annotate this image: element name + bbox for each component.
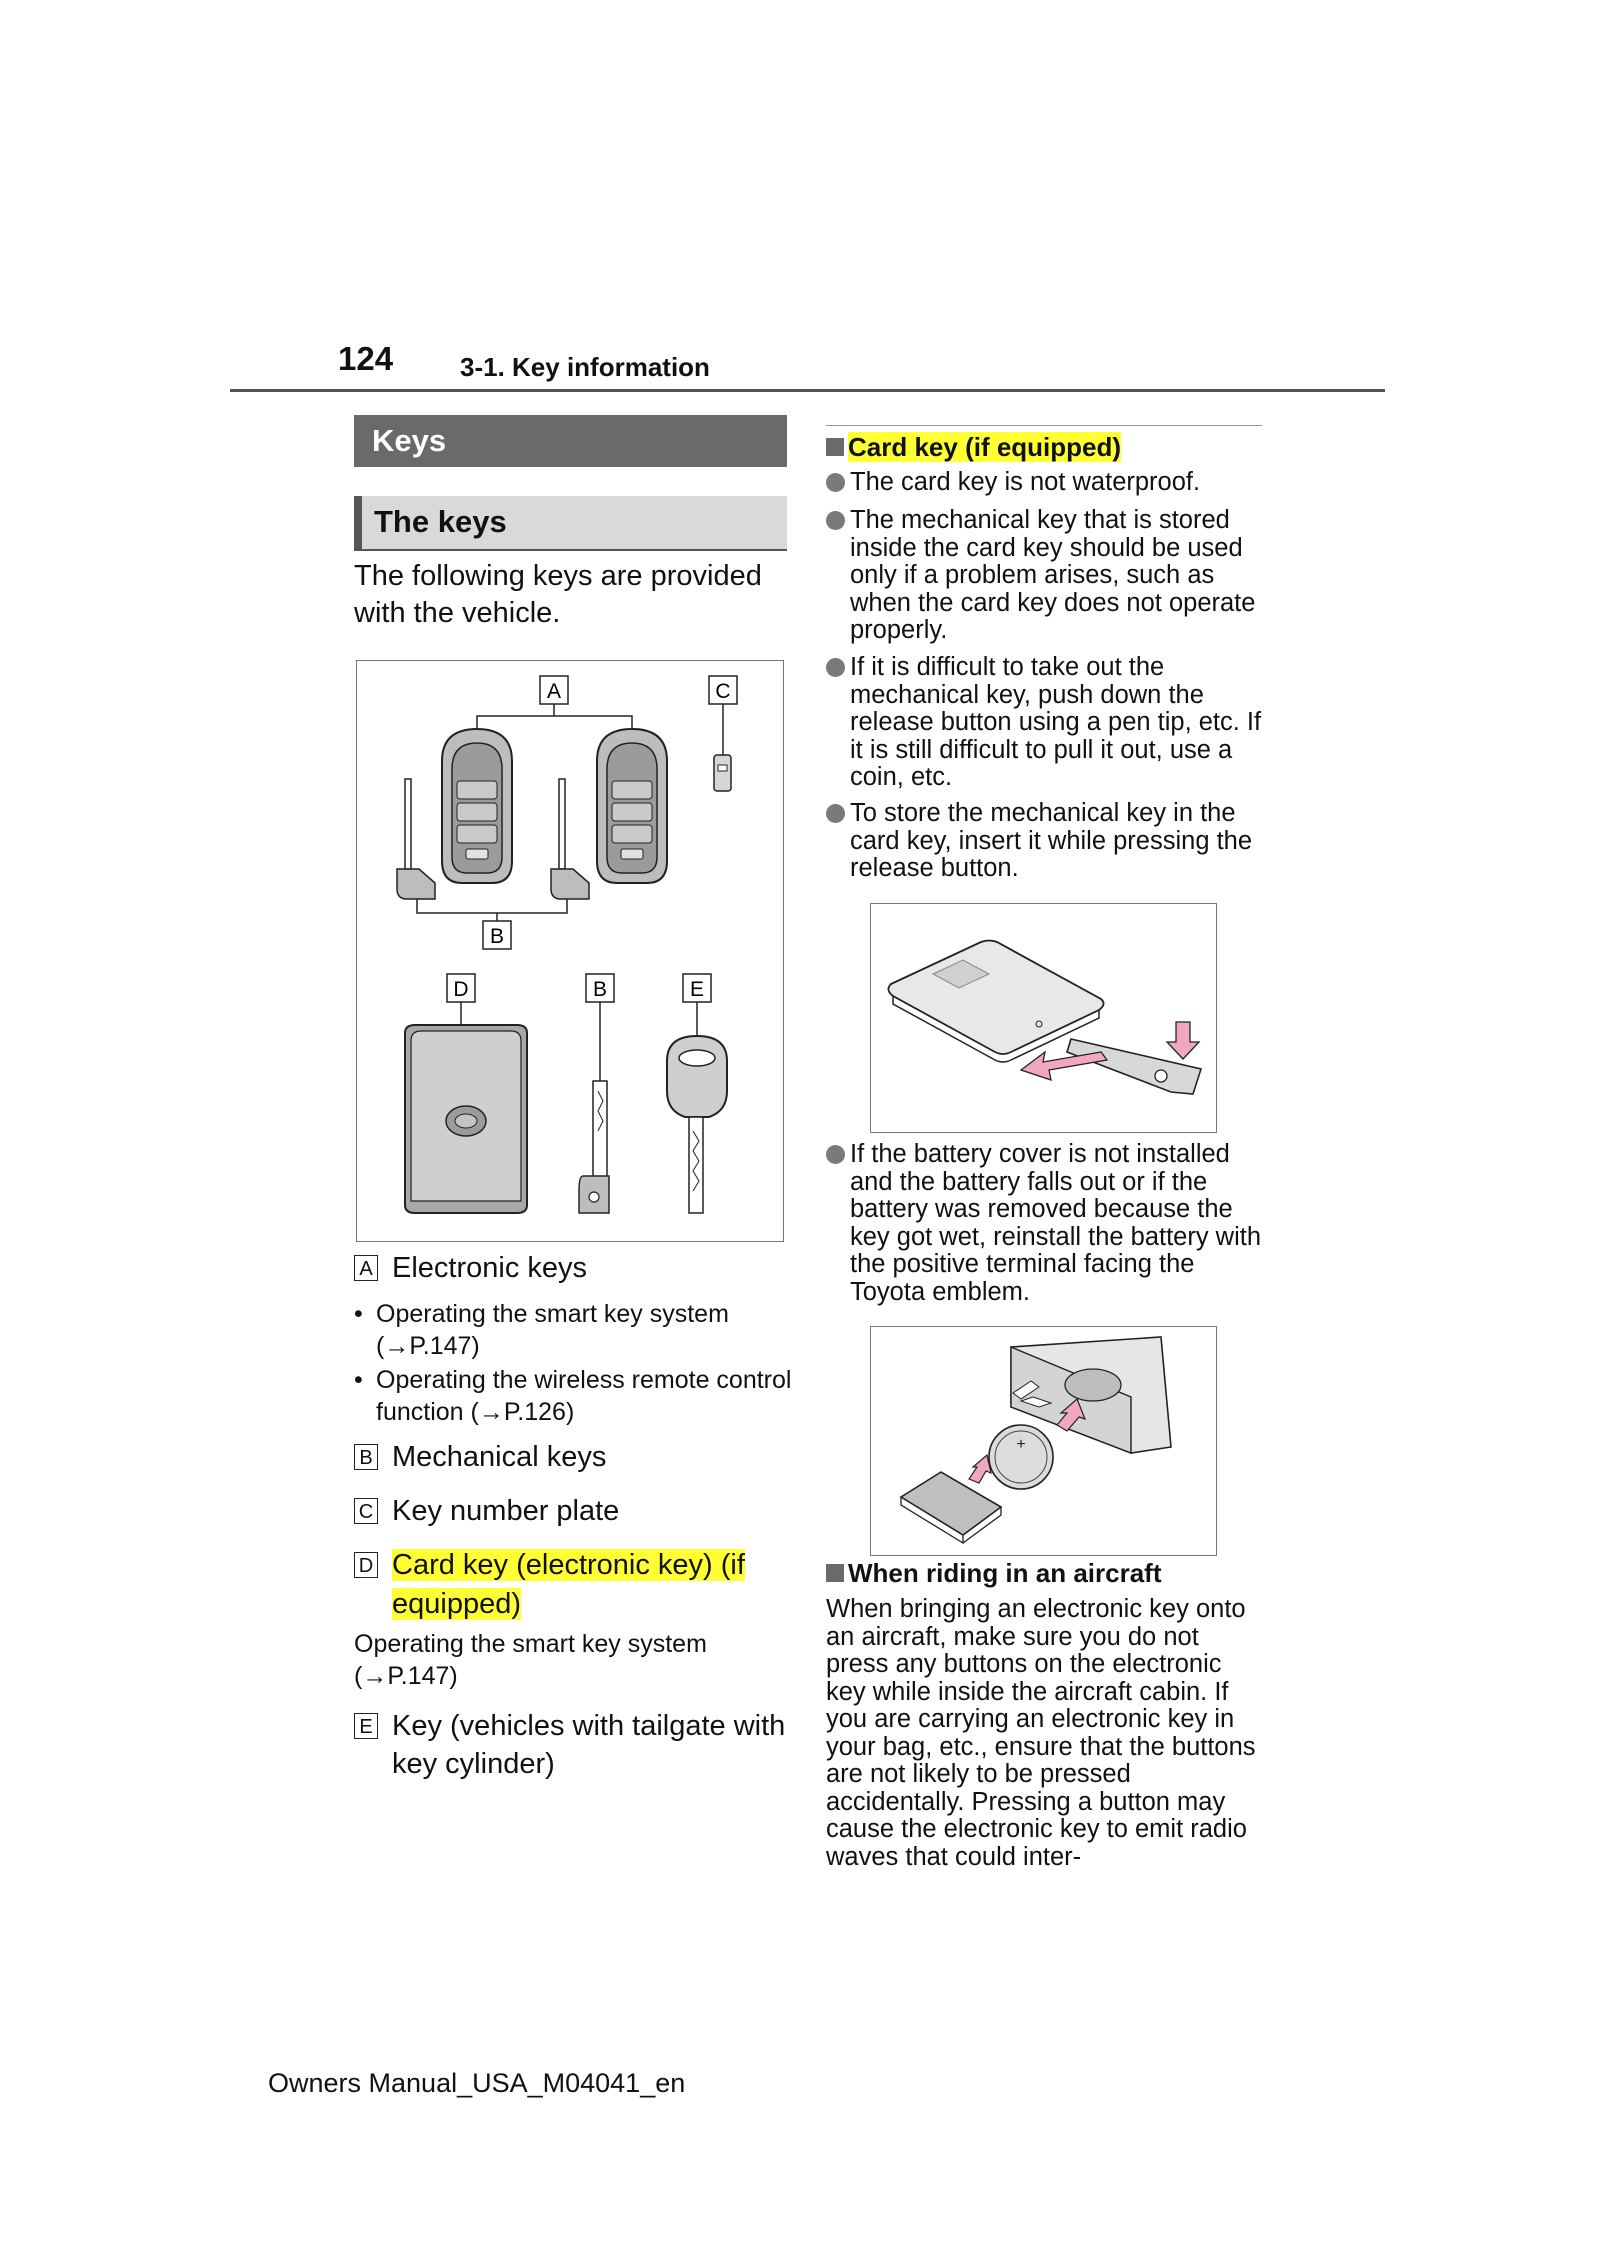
mechanical-key-2 — [551, 779, 589, 899]
card-key — [405, 1025, 527, 1213]
square-marker-icon — [826, 1564, 844, 1582]
aircraft-heading-text: When riding in an aircraft — [848, 1558, 1162, 1588]
legend-text-c: Key number plate — [392, 1495, 620, 1527]
battery-illustration — [871, 1327, 1215, 1554]
bullet-text: The card key is not waterproof. — [850, 468, 1201, 496]
mechanical-key-insert-figure — [870, 903, 1217, 1133]
legend-a-sub1-text: Operating the smart key system (→P.147) — [376, 1300, 729, 1360]
legend-label-e: E — [354, 1713, 378, 1739]
bullet-text: The mechanical key that is stored inside the card key should be used only if a problem arises, such as when the card key does not operate properly. — [850, 506, 1256, 644]
legend-text-d: Card key (electronic key) (if equipped) — [392, 1549, 745, 1620]
bullet-text: To store the mechanical key in the card key, insert it while pressing the release button. — [850, 799, 1253, 882]
legend-label-d: D — [354, 1552, 378, 1578]
legend-label-b: B — [354, 1444, 378, 1470]
section-title: 3-1. Key information — [460, 352, 710, 382]
bullet-circle-icon — [826, 1145, 845, 1164]
card-key-heading-text: Card key (if equipped) — [848, 432, 1122, 462]
mechanical-key-insert-illustration — [871, 904, 1215, 1131]
fig-label-b2: B — [592, 978, 608, 1001]
bullet-item — [826, 507, 1266, 645]
keys-illustration — [357, 661, 782, 1240]
bullet-circle-icon — [826, 473, 845, 492]
legend-text-e: Key (vehicles with tailgate with key cylinder) — [392, 1710, 786, 1780]
heading-keys-text: Keys — [372, 423, 447, 458]
bullet-circle-icon — [826, 658, 845, 677]
mechanical-key-1 — [397, 779, 435, 899]
cover-arrow-icon — [969, 1455, 991, 1483]
legend-a-sub1 — [354, 1298, 794, 1362]
intro-text: The following keys are provided with the vehicle. — [354, 560, 762, 629]
legend-item-a — [354, 1249, 794, 1287]
bullet-circle-icon — [826, 804, 845, 823]
bullet-dot: • — [354, 1300, 363, 1328]
tailgate-key — [667, 1036, 727, 1213]
bullet-text: If it is difficult to take out the mechanical key, push down the release button using a pen tip, etc. If it is still difficult to pull it out, use a coin, etc. — [850, 653, 1262, 791]
legend-text-a: Electronic keys — [392, 1252, 588, 1284]
header-rule — [230, 389, 1385, 392]
fig-label-c: C — [715, 680, 731, 703]
legend-a-sub2 — [354, 1364, 794, 1428]
bullet-dot: • — [354, 1366, 363, 1394]
bullet-item — [826, 800, 1266, 883]
mechanical-key-card — [579, 1081, 609, 1213]
fig-label-e: E — [689, 978, 705, 1001]
electronic-key-2 — [597, 729, 667, 883]
aircraft-paragraph: When bringing an electronic key onto an aircraft, make sure you do not press any buttons on the electronic key while inside the aircraft cabin. If you are carrying an electronic key in your bag, etc., ensure that the buttons are not likely to be pressed accidentally. Pressing a button may cause the electronic key to emit radio waves that could inter- — [826, 1595, 1256, 1871]
footer-text: Owners Manual_USA_M04041_en — [268, 2068, 686, 2098]
heading-underline — [354, 549, 787, 551]
bullet-text: If the battery cover is not installed and the battery falls out or if the battery was removed because the key got wet, reinstall the battery with the positive terminal facing the Toyota emblem. — [850, 1140, 1262, 1306]
heading-the-keys — [354, 496, 787, 550]
legend-a-sub2-text: Operating the wireless remote control function (→P.126) — [376, 1366, 792, 1426]
bullet-item — [826, 1141, 1266, 1306]
bullet-item — [826, 469, 1266, 497]
fig-label-a: A — [546, 680, 562, 703]
bullet-item — [826, 654, 1266, 792]
right-top-rule — [826, 425, 1262, 426]
push-down-arrow-icon — [1167, 1022, 1199, 1059]
electronic-key-1 — [442, 729, 512, 883]
legend-d-note: Operating the smart key system (→P.147) — [354, 1630, 707, 1690]
aircraft-heading — [826, 1558, 1161, 1589]
battery-figure — [870, 1326, 1217, 1556]
heading-the-keys-text: The keys — [374, 504, 507, 539]
svg-text:+: + — [1016, 1436, 1026, 1453]
page-number: 124 — [338, 340, 394, 377]
fig-label-d: D — [453, 978, 469, 1001]
legend-label-a: A — [354, 1255, 378, 1281]
bullet-circle-icon — [826, 511, 845, 530]
square-marker-icon — [826, 438, 844, 456]
legend-item-b — [354, 1438, 794, 1476]
heading-keys — [354, 415, 787, 467]
legend-text-b: Mechanical keys — [392, 1441, 607, 1473]
legend-item-d — [354, 1546, 794, 1624]
insert-arrow-icon — [1021, 1052, 1107, 1080]
legend-label-c: C — [354, 1498, 378, 1524]
keys-figure — [356, 660, 784, 1242]
fig-label-b: B — [489, 925, 505, 948]
legend-item-c — [354, 1492, 794, 1530]
card-key-heading — [826, 432, 1121, 463]
legend-item-e — [354, 1707, 794, 1783]
